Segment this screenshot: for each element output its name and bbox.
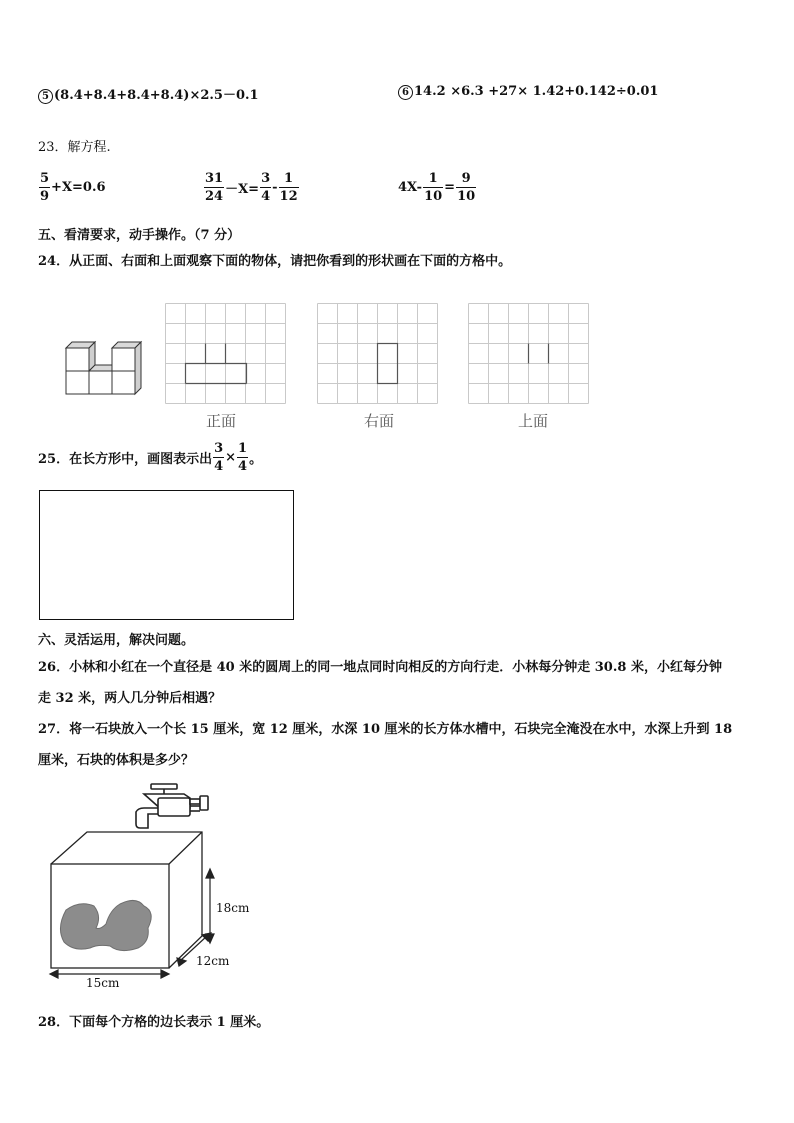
circled-number-5: 5 [38, 89, 53, 104]
water-tank-figure [40, 778, 280, 998]
fraction: $\frac{9}{10}$ [457, 171, 476, 204]
question-23-title: 23．解方程. [38, 140, 111, 155]
question-24-text: 24．从正面、右面和上面观察下面的物体，请把你看到的形状画在下面的方格中。 [38, 254, 512, 269]
fraction: $\frac{1}{12}$ [279, 171, 298, 204]
stone-shape [60, 900, 151, 950]
fraction: $\frac{3}{4}$ [214, 441, 224, 474]
equation-3: 4X- $\frac{1}{10}$ = $\frac{9}{10}$ [398, 171, 476, 204]
right-view-label: 右面 [364, 412, 395, 430]
equation-1: $\frac{5}{9}$ +X=0.6 [40, 171, 106, 204]
question-28-text: 28．下面每个方格的边长表示 1 厘米。 [38, 1015, 270, 1030]
fraction: $\frac{1}{4}$ [238, 441, 248, 474]
calc-expression-6: 14.2 ×6.3 +27× 1.42+0.142÷0.01 [414, 84, 659, 99]
faucet-icon [136, 784, 208, 828]
question-25-text: 25．在长方形中，画图表示出 $\frac{3}{4}$ × $\frac{1}{4}$ 。 [38, 441, 263, 474]
top-view-grid[interactable] [467, 303, 591, 407]
length-dimension-label: 15cm [86, 976, 120, 990]
section-5-heading: 五、看清要求，动手操作。（7 分） [38, 228, 241, 243]
front-view-label: 正面 [206, 412, 237, 430]
height-dimension-label: 18cm [216, 901, 250, 915]
circled-number-6: 6 [398, 85, 413, 100]
calc-item-5 [38, 84, 259, 104]
right-view-grid[interactable] [316, 303, 440, 407]
question-27-line-2: 厘米，石块的体积是多少？ [38, 753, 195, 768]
fraction: $\frac{3}{4}$ [261, 171, 271, 204]
fraction: $\frac{5}{9}$ [40, 171, 50, 204]
top-view-label: 上面 [518, 412, 549, 430]
question-27-line-1: 27．将一石块放入一个长 15 厘米，宽 12 厘米，水深 10 厘米的长方体水槽中，石块完全淹没在水中，水深上升到 18 [38, 722, 733, 737]
question-26-line-2: 走 32 米，两人几分钟后相遇？ [38, 691, 222, 706]
calc-item-6 [398, 84, 658, 100]
fraction: $\frac{31}{24}$ [205, 171, 224, 204]
question-26-line-1: 26．小林和小红在一个直径是 40 米的圆周上的同一地点同时向相反的方向行走．小林每分钟走 30.8 米，小红每分钟 [38, 660, 722, 675]
drawing-rectangle[interactable] [39, 490, 294, 620]
cube-object-figure [60, 338, 150, 398]
front-view-grid[interactable] [164, 303, 288, 407]
fraction: $\frac{1}{10}$ [424, 171, 443, 204]
section-6-heading: 六、灵活运用，解决问题。 [38, 633, 195, 648]
calc-expression-5: (8.4+8.4+8.4+8.4)×2.5－0.1 [54, 88, 259, 103]
width-dimension-label: 12cm [196, 954, 230, 968]
equation-2: $\frac{31}{24}$ －X= $\frac{3}{4}$ - $\frac{1}{12}$ [205, 171, 298, 204]
